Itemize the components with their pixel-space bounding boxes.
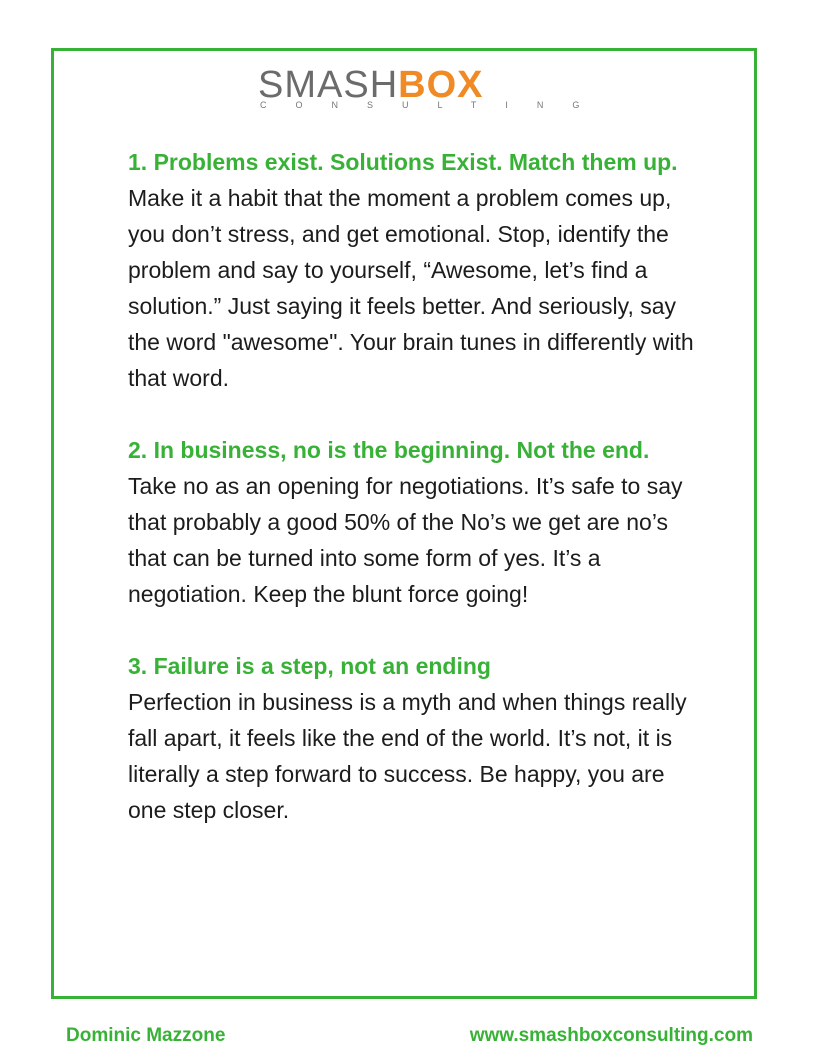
logo-smash: SMASH xyxy=(258,64,399,106)
section-heading: 2. In business, no is the beginning. Not the end. xyxy=(128,437,650,463)
section-body: Make it a habit that the moment a problem comes up, you don’t stress, and get emotional. Stop, identify the problem and say to yourself, “Awesome, let’s find a solution.” Just saying it feels better. And seriously, say the word "awesome". Your brain tunes in differently with that word. xyxy=(128,185,694,391)
section-heading: 1. Problems exist. Solutions Exist. Match them up. xyxy=(128,149,678,175)
smashbox-logo xyxy=(258,64,609,114)
footer-author: Dominic Mazzone xyxy=(66,1025,226,1046)
section-1 xyxy=(128,144,698,396)
logo-wordmark xyxy=(258,66,484,104)
section-body: Perfection in business is a myth and when things really fall apart, it feels like the end of the world. It’s not, it is literally a step forward to success. Be happy, you are one step closer. xyxy=(128,689,687,823)
section-body: Take no as an opening for negotiations. It’s safe to say that probably a good 50% of the No’s we get are no’s that can be turned into some form of yes. It’s a negotiation. Keep the blunt force going! xyxy=(128,473,683,607)
logo-box: BOX xyxy=(398,64,484,106)
section-3 xyxy=(128,648,698,828)
logo-consulting: CONSULTING xyxy=(260,100,609,110)
article-content xyxy=(128,144,698,864)
section-2 xyxy=(128,432,698,612)
footer-website-link[interactable]: www.smashboxconsulting.com xyxy=(469,1025,753,1046)
section-heading: 3. Failure is a step, not an ending xyxy=(128,653,491,679)
